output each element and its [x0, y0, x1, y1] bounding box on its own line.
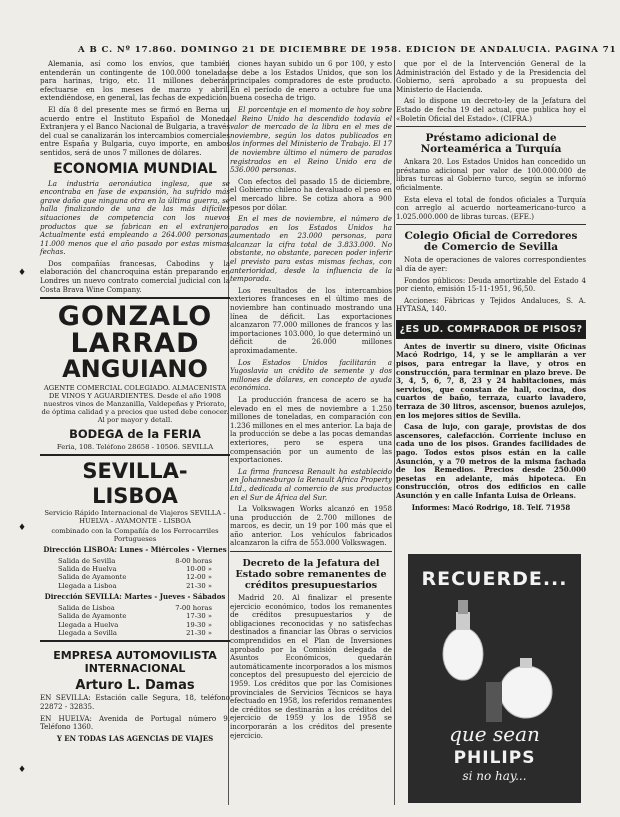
ad-paragraph: Antes de invertir su dinero, visite Oficinas Macó Rodrigo, 14, y se le ampliarán a ver pisos, para entregar la llave, y otros en construcción, para terminar en plazo breve. De 3, 4, 5, 6, 7, 8, 23 y 24 habitaciones, más servicios, que constan de hall, cocina, dos cuartos de baño, terraza, cuarto lavadero, terraza de 30 litros, ascensor, buenos azulejos, en los mejores sitios de Sevilla. [396, 341, 586, 420]
ad-bodega-title: BODEGA de la FERIA [69, 427, 201, 442]
margin-bullet: ♦ [18, 765, 27, 775]
column-rule [394, 60, 395, 805]
ad-address: Feria, 108. Teléfono 28658 - 10506. SEVILLA [56, 443, 214, 452]
column-2 [230, 60, 392, 743]
schedule-time: 8-00 horas [175, 556, 212, 565]
schedule-stop: Salida de Lisboa [58, 603, 115, 612]
divider [396, 126, 586, 127]
ad-slogan-tail: si no hay... [462, 769, 527, 783]
schedule-row [40, 565, 230, 573]
schedule-stop: Salida de Huelva [58, 565, 117, 574]
schedule-time: 21-30 » [186, 581, 212, 590]
article-paragraph: que por el de la Intervención General de la Administración del Estado y de la Presidencia del Gobierno, será aprobado a su propuesta del Ministerio de Hacienda. [396, 59, 586, 94]
ad-name-line: LARRAD [70, 328, 200, 360]
ad-description: AGENTE COMERCIAL COLEGIADO. ALMACENISTA DE VINOS Y AGUARDIENTES. Desde el año 1908 nuestros vinos de Manzanilla, Valdepeñas y Priorato, de óptima calidad y a precios que usted debe conocer. Al por mayor y detall. [41, 384, 229, 425]
article-paragraph: Alemania, así como los envíos, que también entenderán un contingente de 100.000 toneladas para harinas, trigo, etc. 11 millones deberán efectuarse en los meses de marzo y abril, extendiéndose, en general, las fechas de expedición. [40, 59, 230, 103]
schedule-table [40, 604, 230, 638]
schedule-time: 12-00 » [186, 573, 212, 582]
article-headline: Préstamo adicional de Norteamérica a Turquía [420, 132, 562, 156]
article-paragraph: La producción francesa de acero se ha elevado en el mes de noviembre a 1.250 millones de toneladas, en comparación con 1.236 millones en el mes anterior. La baja de la producción se debe a las pocas demandas exteriores, pero se espera una compensación por un aumento de las exportaciones. [230, 394, 392, 465]
schedule-row [40, 621, 230, 629]
ad-subtitle: combinado con la Compañía de los Ferrocarriles Portugueses [51, 527, 219, 544]
margin-bullet: ♦ [18, 523, 27, 533]
schedule-time: 7-00 horas [175, 603, 212, 612]
article-paragraph: En el mes de noviembre, el número de parados en los Estados Unidos ha aumentado en 23.000 personas, para alcanzar la cifra total de 3.833.000. No obstante, no obstante, parecen poder inferir el previsto para estas mismas fechas, con anterioridad, desde la influencia de la temporada. [230, 214, 392, 284]
divider [230, 551, 392, 552]
ad-gonzalo-larrad [40, 297, 230, 451]
ad-contact: Informes: Macó Rodrigo, 18. Telf. 71958 [411, 502, 571, 512]
ad-line: Y EN TODAS LAS AGENCIAS DE VIAJES [56, 733, 214, 743]
ad-name-line: GONZALO [57, 301, 213, 333]
article-paragraph: Fondos públicos: Deuda amortizable del Estado 4 por ciento, emisión 15-11-1951, 96,50. [396, 275, 586, 294]
ad-brand: PHILIPS [453, 748, 536, 768]
page-header: A B C. Nº 17.860. DOMINGO 21 DE DICIEMBRE DE 1958. EDICION DE ANDALUCIA. PAGINA 71 [78, 45, 617, 55]
section-heading: ECONOMIA MUNDIAL [53, 160, 217, 177]
ad-pisos-title: ¿ES UD. COMPRADOR DE PISOS? [396, 320, 586, 339]
article-paragraph: La industria aeronáutica inglesa, que se encontraba en fase de expansión, ha sufrido más grave daño que ninguna otra en la última guerra, se halla finalizando de una de las más difíciles situaciones de competencia con los nuevos productos que se fabrican en el extranjero. Actualmente está empleando a 264.000 personas, 11.000 menos que el año pasado por estas mismas fechas. [40, 178, 230, 257]
article-paragraph: Madrid 20. Al finalizar el presente ejercicio económico, todos los remanentes de créditos presupuestarios y de obligaciones reconocidas y no satisfechas destinados a financiar las Obras o servicios comprendidos en el Plan de Inversiones aprobado por la Comisión delegada de Asuntos Económicos, quedarán automáticamente incorporados a los mismos conceptos del presupuesto del ejercicio de 1959. Los créditos que por las Comisiones provinciales de Servicios Técnicos se haya efectuado en 1958, los referidos remanentes de créditos se destinarán a los créditos del ejercicio de 1959 y los de 1958 se incorporarán a los créditos del presente ejercicio. [230, 593, 392, 740]
lightbulb-icon [408, 592, 581, 742]
schedule-time: 21-30 » [186, 628, 212, 637]
schedule-row [40, 557, 230, 565]
article-paragraph: Esta eleva el total de fondos oficiales a Turquía con arreglo al acuerdo norteamericano-turco a 1.025.000.000 de libras turcas. (EFE.) [396, 194, 586, 221]
article-paragraph: La Volkswagen Works alcanzó en 1958 una producción de 2.700 millones de marcos, es decir, un 19 por 100 más que el año anterior. Los vehículos fabricados alcanzaron la cifra de 553.000 Volkswagen. [230, 504, 392, 548]
ad-empresa-automovilista [40, 640, 230, 743]
article-paragraph: Con efectos del pasado 15 de diciembre, el Gobierno chileno ha devaluado el peso en el mercado libre. Se cotiza ahora a 900 pesos por dólar. [230, 176, 392, 212]
ad-line: EN SEVILLA: Estación calle Segura, 18, teléfono 22872 - 32835. [40, 693, 230, 711]
schedule-stop: Salida de Ayamonte [58, 573, 127, 582]
schedule-time: 17-30 » [186, 612, 212, 621]
article-paragraph: Acciones: Fábricas y Tejidos Andaluces, S. A. HYTASA, 140. [396, 295, 586, 314]
ad-title: EMPRESA AUTOMOVILISTA INTERNACIONAL [53, 649, 217, 676]
schedule-time: 19-30 » [186, 620, 212, 629]
ad-subtitle: Servicio Rápido Internacional de Viajeros SEVILLA - HUELVA - AYAMONTE - LISBOA [44, 509, 226, 526]
schedule-stop: Salida de Sevilla [58, 556, 116, 565]
article-paragraph: El día 8 del presente mes se firmó en Berna un acuerdo entre el Instituto Español de Moneda Extranjera y el Banco Nacional de Bulgaria, a través del cual se canalizarán los intercambios comerciales entre España y Bulgaria, cuyo importe, en ambos sentidos, será de unos 7 millones de dólares. [40, 104, 230, 157]
schedule-stop: Llegada a Huelva [58, 620, 119, 629]
ad-headline: RECUERDE... [421, 568, 568, 590]
article-headline: Colegio Oficial de Corredores de Comercio de Sevilla [404, 230, 578, 254]
article-paragraph: Los resultados de los intercambios exteriores franceses en el último mes de noviembre han continuado mostrando una línea de déficit. Las exportaciones alcanzaron 77.000 millones de francos y las importaciones 103.000, lo que determinó un déficit de 26.000 millones aproximadamente. [230, 285, 392, 355]
margin-bullet: ♦ [18, 268, 27, 278]
schedule-table [40, 557, 230, 591]
ad-line: EN HUELVA: Avenida de Portugal número 9. Teléfono 1360. [40, 713, 230, 732]
schedule-stop: Llegada a Lisboa [58, 581, 117, 590]
article-paragraph: Nota de operaciones de valores correspondientes al día de ayer: [396, 255, 586, 273]
article-paragraph: La firma francesa Renault ha establecido en Johannesburgo la Renault Africa Property Ltd., dedicada al comercio de sus productos en el Sur de África del Sur. [230, 466, 392, 502]
schedule-stop: Llegada a Sevilla [58, 628, 117, 637]
schedule-stop: Salida de Ayamonte [58, 612, 127, 621]
route-direction: Dirección LISBOA: Lunes - Miércoles - Viernes [43, 545, 227, 555]
schedule-row [40, 604, 230, 612]
schedule-row [40, 582, 230, 590]
article-paragraph: Dos compañías francesas, Cabodins y la elaboración del chancroquina están preparando en Londres un nuevo contrato comercial judicial con la Costa Brava Wine Company. [40, 258, 230, 294]
ad-paragraph: Casa de lujo, con garaje, provistas de dos ascensores, calefacción. Corriente incluso en cada uno de los pisos. Grandes facilidades de pago. Todos estos pisos están en la calle Asunción, y a 70 metros de la misma fachada de los Remedios. Precios desde 250.000 pesetas en adelante, más hipoteca. En construcción, otros dos edificios en calle Asunción y en calle Infanta Luisa de Orleans. [396, 422, 586, 500]
article-headline: Decreto de la Jefatura del Estado sobre remanentes de créditos presupuestarios [235, 558, 387, 592]
divider [396, 224, 586, 225]
schedule-row [40, 612, 230, 620]
ad-title: SEVILLA-LISBOA [82, 459, 188, 509]
route-direction: Dirección SEVILLA: Martes - Jueves - Sábados [44, 592, 226, 602]
column-1 [40, 60, 230, 743]
article-paragraph: ciones hayan subido un 6 por 100, y esto se debe a los Estados Unidos, que son los principales compradores de este producto. En el período de enero a octubre fue una buena cosecha de trigo. [230, 59, 392, 103]
schedule-time: 10-00 » [186, 565, 212, 574]
schedule-row [40, 629, 230, 637]
column-3 [396, 60, 586, 512]
ad-name: Arturo L. Damas [75, 678, 195, 694]
ad-name-line: ANGUIANO [62, 355, 208, 384]
article-paragraph: Los Estados Unidos facilitarán a Yugoslavia un crédito de semente y dos millones de dólares, en concepto de ayuda económica. [230, 357, 392, 393]
philips-ad [408, 554, 581, 803]
article-paragraph: El porcentaje en el momento de hoy sobre el Reino Unido ha descendido todavía el valor de mercado de la libra en el mes de noviembre, según los datos publicados en los informes del Ministerio de Trabajo. El 17 de noviembre último el número de parados registrados en el Reino Unido era de 536.000 personas. [230, 104, 392, 175]
article-paragraph: Ankara 20. Los Estados Unidos han concedido un préstamo adicional por valor de 100.000.000 de libras turcas al Gobierno turco, según se informó oficialmente. [396, 157, 586, 192]
ad-slogan: que sean [449, 722, 540, 746]
ad-sevilla-lisboa [40, 454, 230, 637]
schedule-row [40, 573, 230, 581]
article-paragraph: Así lo dispone un decreto-ley de la Jefatura del Estado de fecha 19 del actual, que publica hoy el «Boletín Oficial del Estado». (CIFRA.) [396, 96, 586, 123]
